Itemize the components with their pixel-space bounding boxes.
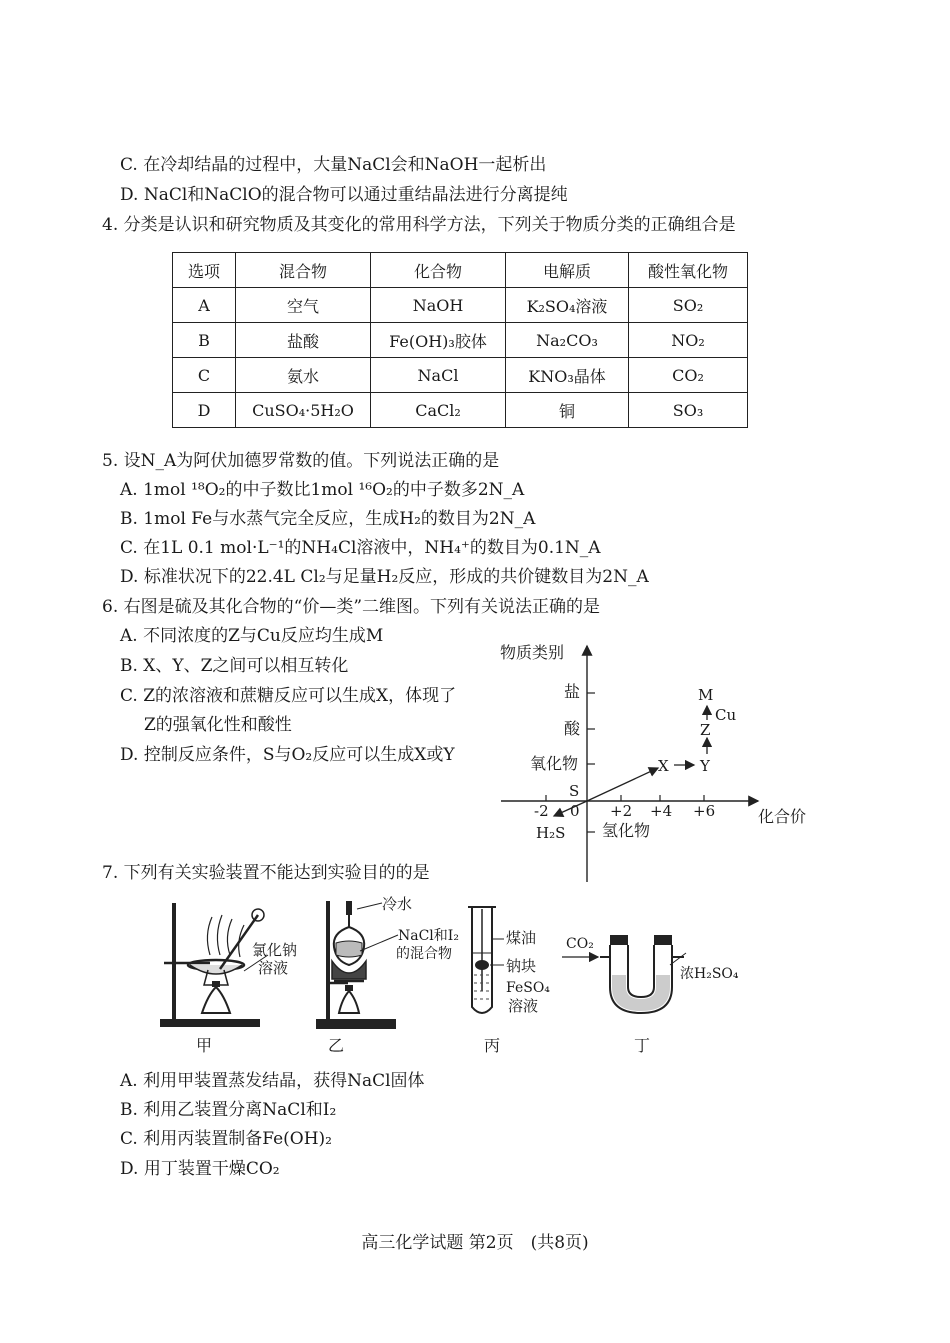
table-row — [173, 393, 748, 428]
category-acid: 酸 — [564, 719, 581, 738]
yi-label-water: 冷水 — [382, 895, 413, 913]
cell: NO₂ — [629, 323, 748, 358]
yi-label-mix-1: NaCl和I₂ — [398, 928, 459, 944]
apparatus-bing — [462, 895, 572, 1055]
q4-stem: 4. 分类是认识和研究物质及其变化的常用科学方法，下列关于物质分类的正确组合是 — [102, 215, 736, 235]
cell: SO₂ — [629, 288, 748, 323]
jia-label-1: 氯化钠 — [252, 941, 298, 959]
table-row — [173, 288, 748, 323]
cell: B — [173, 323, 236, 358]
th-compound: 化合物 — [371, 253, 506, 288]
x-axis-title: 化合价 — [758, 807, 807, 826]
q3-option-c: C. 在冷却结晶的过程中，大量NaCl会和NaOH一起析出 — [120, 155, 547, 175]
q7-option-c: C. 利用丙装置制备Fe(OH)₂ — [120, 1129, 332, 1149]
q6-option-a: A. 不同浓度的Z与Cu反应均生成M — [120, 626, 384, 646]
cell: K₂SO₄溶液 — [506, 288, 629, 323]
q6-option-c: C. Z的浓溶液和蔗糖反应可以生成X，体现了 — [120, 686, 457, 706]
cell: Na₂CO₃ — [506, 323, 629, 358]
cell: C — [173, 358, 236, 393]
cell: CuSO₄·5H₂O — [236, 393, 371, 428]
bing-label-kerosene: 煤油 — [506, 929, 537, 947]
bing-label-feso4: FeSO₄ — [506, 980, 550, 996]
q6-option-c-cont: Z的强氧化性和酸性 — [144, 715, 292, 735]
q5-option-c: C. 在1L 0.1 mol·L⁻¹的NH₄Cl溶液中，NH₄⁺的数目为0.1N_A — [120, 538, 601, 558]
cell: NaCl — [371, 358, 506, 393]
cell: KNO₃晶体 — [506, 358, 629, 393]
cell: SO₃ — [629, 393, 748, 428]
table-row — [173, 323, 748, 358]
u-tube-drawing — [560, 895, 760, 1030]
point-y: Y — [700, 757, 710, 775]
cell: D — [173, 393, 236, 428]
cell: 氨水 — [236, 358, 371, 393]
jia-label-2: 溶液 — [258, 959, 289, 977]
cell: CaCl₂ — [371, 393, 506, 428]
valence-class-diagram — [496, 636, 816, 886]
point-z: Z — [700, 721, 711, 739]
y-axis-title: 物质类别 — [500, 643, 565, 662]
th-electrolyte: 电解质 — [506, 253, 629, 288]
q5-option-d: D. 标准状况下的22.4L Cl₂与足量H₂反应，形成的共价键数目为2N_A — [120, 567, 649, 587]
bing-label-sodium: 钠块 — [506, 957, 537, 975]
point-x: X — [658, 757, 669, 775]
category-salt: 盐 — [564, 682, 581, 701]
tick-0: 0 — [570, 802, 580, 820]
th-acid-oxide: 酸性氧化物 — [629, 253, 748, 288]
apparatus-ding-name: 丁 — [634, 1036, 651, 1055]
category-oxide: 氧化物 — [530, 754, 579, 773]
q6-stem: 6. 右图是硫及其化合物的“价—类”二维图。下列有关说法正确的是 — [102, 597, 601, 617]
ding-label-acid: 浓H₂SO₄ — [680, 966, 739, 982]
cell: NaOH — [371, 288, 506, 323]
q7-stem: 7. 下列有关实验装置不能达到实验目的的是 — [102, 863, 430, 883]
apparatus-yi-name: 乙 — [328, 1036, 345, 1055]
q7-option-d: D. 用丁装置干燥CO₂ — [120, 1159, 280, 1179]
th-mixture: 混合物 — [236, 253, 371, 288]
cell: 铜 — [506, 393, 629, 428]
sublimation-setup-drawing — [312, 895, 477, 1030]
cell: A — [173, 288, 236, 323]
apparatus-bing-name: 丙 — [484, 1036, 501, 1055]
ding-label-co2: CO₂ — [566, 936, 594, 952]
cell: Fe(OH)₃胶体 — [371, 323, 506, 358]
apparatus-jia — [150, 895, 310, 1055]
apparatus-jia-name: 甲 — [196, 1036, 213, 1055]
tick-neg2: -2 — [534, 802, 549, 820]
tick-plus6: +6 — [693, 802, 716, 820]
point-s: S — [569, 782, 580, 800]
q6-option-b: B. X、Y、Z之间可以相互转化 — [120, 656, 349, 676]
point-m: M — [698, 686, 714, 704]
table-header-row — [173, 253, 748, 288]
point-h2s: H₂S — [536, 824, 566, 842]
q6-option-d: D. 控制反应条件，S与O₂反应可以生成X或Y — [120, 745, 455, 765]
tick-plus4: +4 — [650, 802, 673, 820]
q7-option-a: A. 利用甲装置蒸发结晶，获得NaCl固体 — [120, 1071, 425, 1091]
table-row — [173, 358, 748, 393]
q5-option-a: A. 1mol ¹⁸O₂的中子数比1mol ¹⁶O₂的中子数多2N_A — [120, 480, 525, 500]
th-option: 选项 — [173, 253, 236, 288]
page-footer: 高三化学试题 第2页 (共8页) — [361, 1233, 589, 1253]
q5-option-b: B. 1mol Fe与水蒸气完全反应，生成H₂的数目为2N_A — [120, 509, 536, 529]
apparatus-ding — [560, 895, 760, 1055]
yi-label-mix-2: 的混合物 — [396, 946, 452, 962]
q3-option-d: D. NaCl和NaClO的混合物可以通过重结晶法进行分离提纯 — [120, 185, 568, 205]
cell: CO₂ — [629, 358, 748, 393]
q5-stem: 5. 设N_A为阿伏加德罗常数的值。下列说法正确的是 — [102, 451, 500, 471]
bing-label-solution: 溶液 — [508, 997, 539, 1015]
q7-option-b: B. 利用乙装置分离NaCl和I₂ — [120, 1100, 337, 1120]
cell: 盐酸 — [236, 323, 371, 358]
point-cu: Cu — [715, 706, 737, 724]
classification-table — [172, 252, 748, 428]
tick-plus2: +2 — [610, 802, 633, 820]
category-hydride: 氢化物 — [602, 821, 651, 840]
cell: 空气 — [236, 288, 371, 323]
apparatus-yi — [312, 895, 477, 1055]
